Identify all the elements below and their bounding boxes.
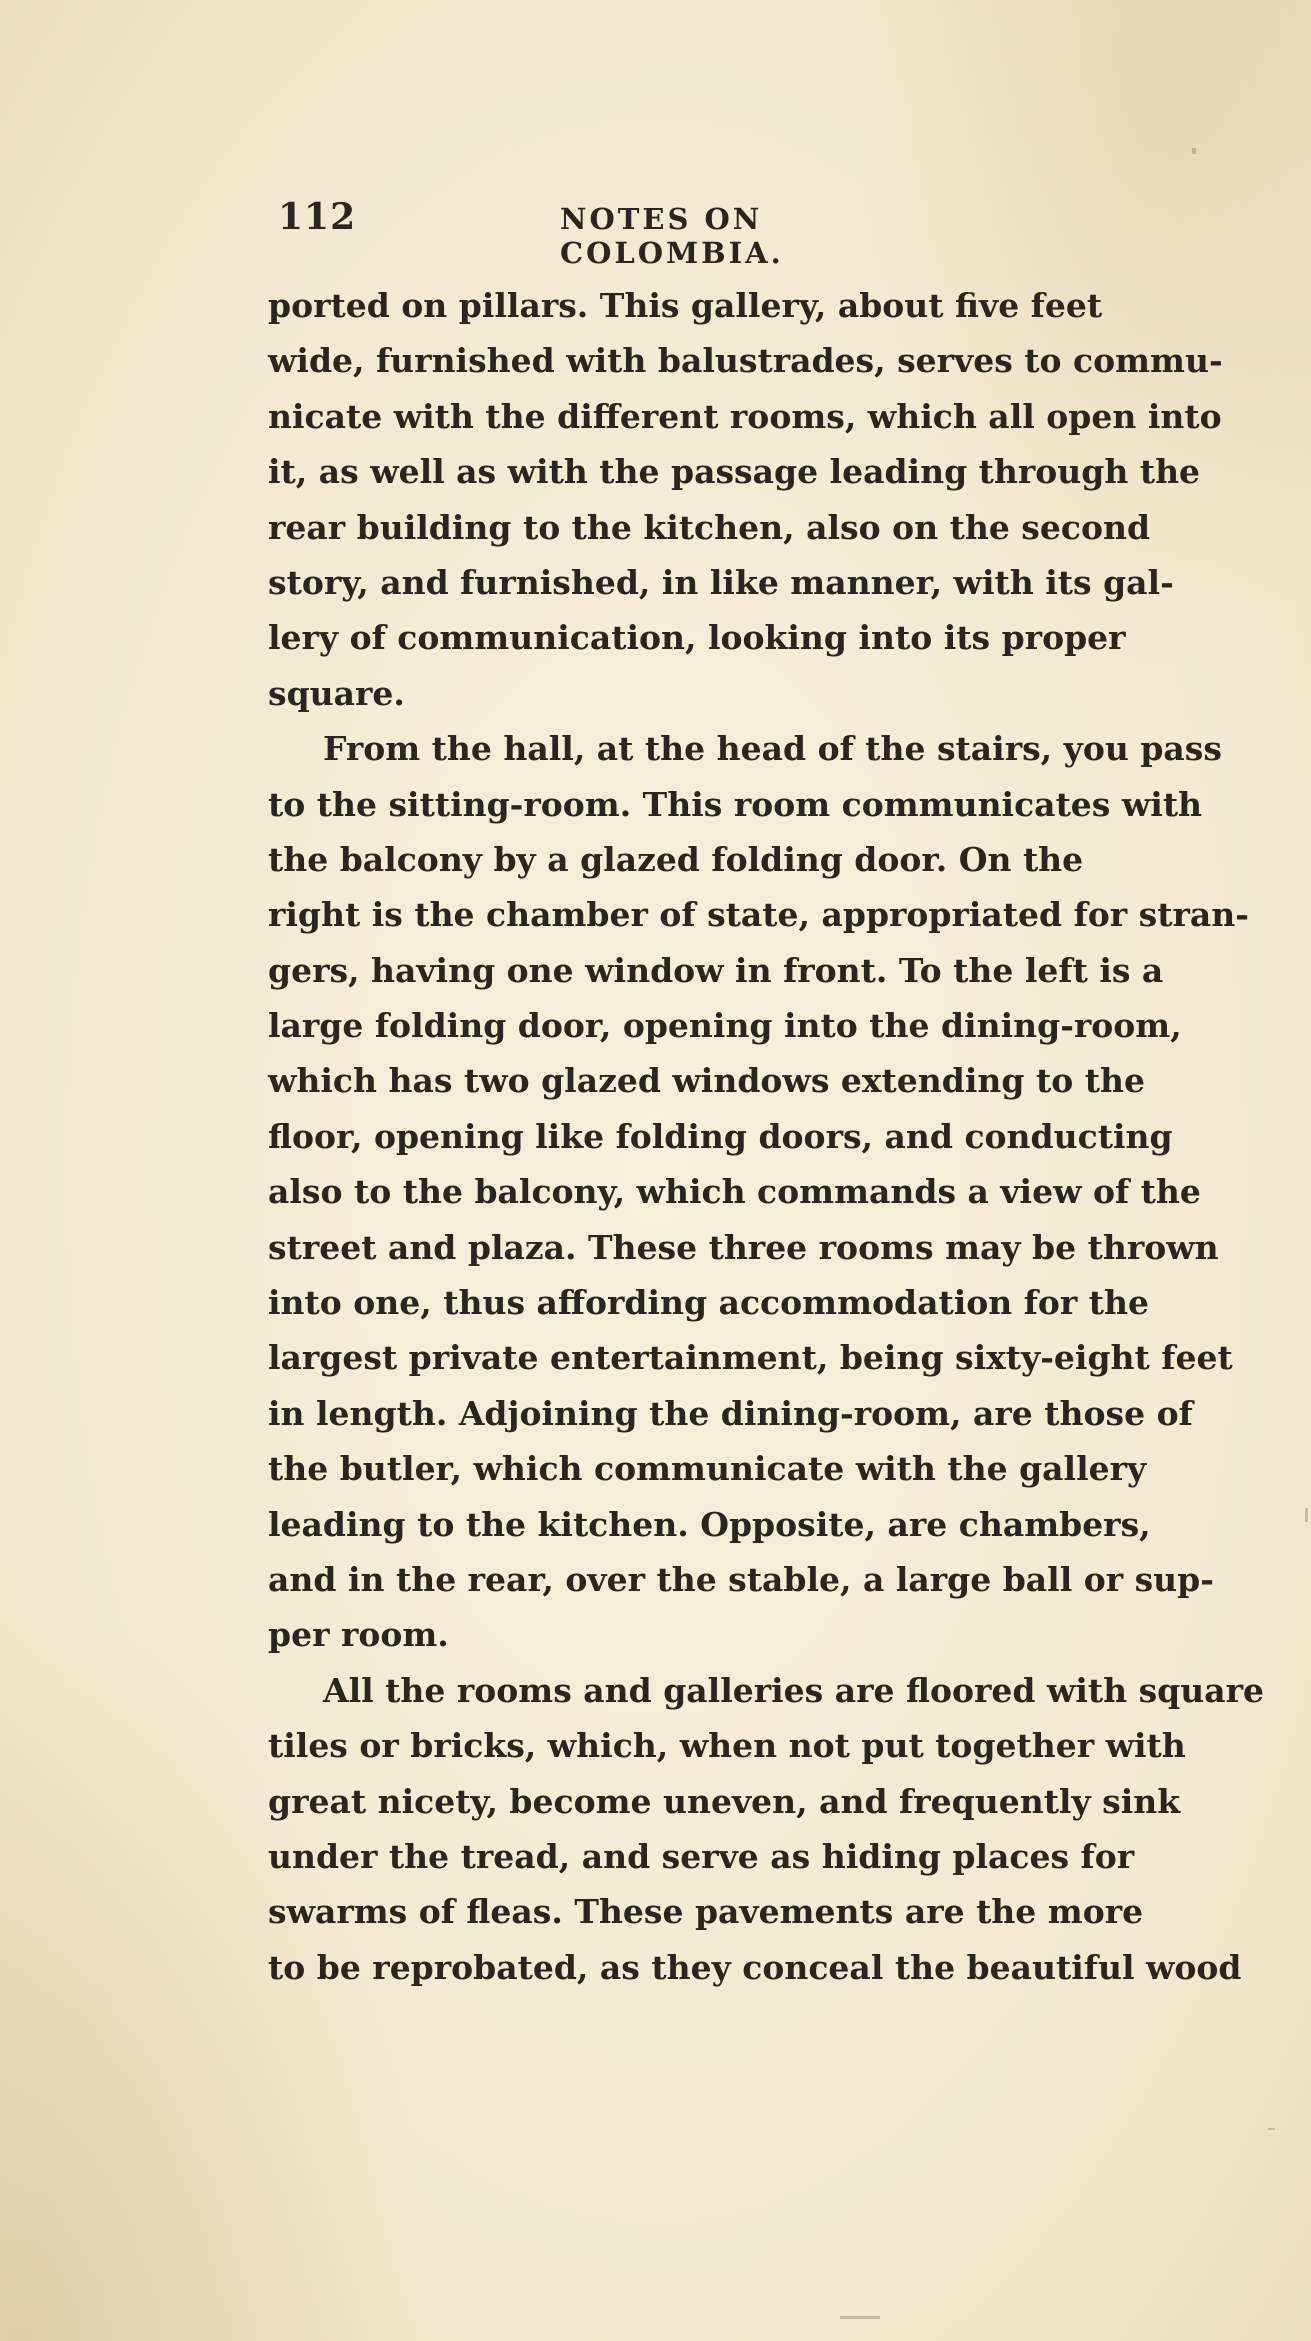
text-line: tiles or bricks, which, when not put together with bbox=[268, 1726, 1186, 1766]
text-line: also to the balcony, which commands a view of the bbox=[268, 1172, 1201, 1212]
text-line: nicate with the different rooms, which all open into bbox=[268, 396, 1222, 436]
paper-speck bbox=[1192, 148, 1196, 154]
text-line: All the rooms and galleries are floored with square bbox=[323, 1670, 1265, 1710]
paper-speck bbox=[1305, 1508, 1308, 1522]
text-line: to the sitting-room. This room communicates with bbox=[268, 784, 1203, 824]
paper-speck bbox=[1268, 2128, 1275, 2130]
text-line: largest private entertainment, being sixty-eight feet bbox=[268, 1338, 1233, 1378]
body-text bbox=[268, 278, 1288, 1995]
text-line: rear building to the kitchen, also on the second bbox=[268, 507, 1151, 547]
paper-speck bbox=[840, 2316, 880, 2319]
page-number: 112 bbox=[278, 196, 357, 238]
text-line: gers, having one window in front. To the left is a bbox=[268, 950, 1164, 990]
text-line: floor, opening like folding doors, and conducting bbox=[268, 1116, 1173, 1156]
text-line: under the tread, and serve as hiding places for bbox=[268, 1836, 1135, 1876]
text-line: the balcony by a glazed folding door. On the bbox=[268, 839, 1084, 879]
text-line: wide, furnished with balustrades, serves to commu- bbox=[268, 341, 1223, 381]
text-line: into one, thus affording accommodation for the bbox=[268, 1283, 1150, 1323]
text-line: From the hall, at the head of the stairs, you pass bbox=[323, 729, 1222, 769]
text-line: the butler, which communicate with the gallery bbox=[268, 1449, 1147, 1489]
text-line: great nicety, become uneven, and frequently sink bbox=[268, 1781, 1181, 1821]
text-line: square. bbox=[268, 673, 405, 713]
text-line: story, and furnished, in like manner, with its gal- bbox=[268, 562, 1174, 602]
text-line: street and plaza. These three rooms may be thrown bbox=[268, 1227, 1219, 1267]
page-header bbox=[278, 196, 998, 270]
text-line: lery of communication, looking into its proper bbox=[268, 618, 1126, 658]
text-line: large folding door, opening into the dining-room, bbox=[268, 1006, 1182, 1046]
text-line: right is the chamber of state, appropriated for stran- bbox=[268, 895, 1249, 935]
text-line: leading to the kitchen. Opposite, are chambers, bbox=[268, 1504, 1151, 1544]
text-line: which has two glazed windows extending to the bbox=[268, 1061, 1145, 1101]
running-title: NOTES ON COLOMBIA. bbox=[560, 202, 784, 270]
text-line: to be reprobated, as they conceal the beautiful wood bbox=[268, 1947, 1242, 1987]
text-line: in length. Adjoining the dining-room, are those of bbox=[268, 1393, 1193, 1433]
text-line: ported on pillars. This gallery, about five feet bbox=[268, 286, 1103, 325]
text-line: and in the rear, over the stable, a large ball or sup- bbox=[268, 1559, 1214, 1599]
text-line: it, as well as with the passage leading through the bbox=[268, 452, 1201, 492]
text-line: per room. bbox=[268, 1615, 449, 1655]
text-line: swarms of fleas. These pavements are the more bbox=[268, 1892, 1144, 1932]
